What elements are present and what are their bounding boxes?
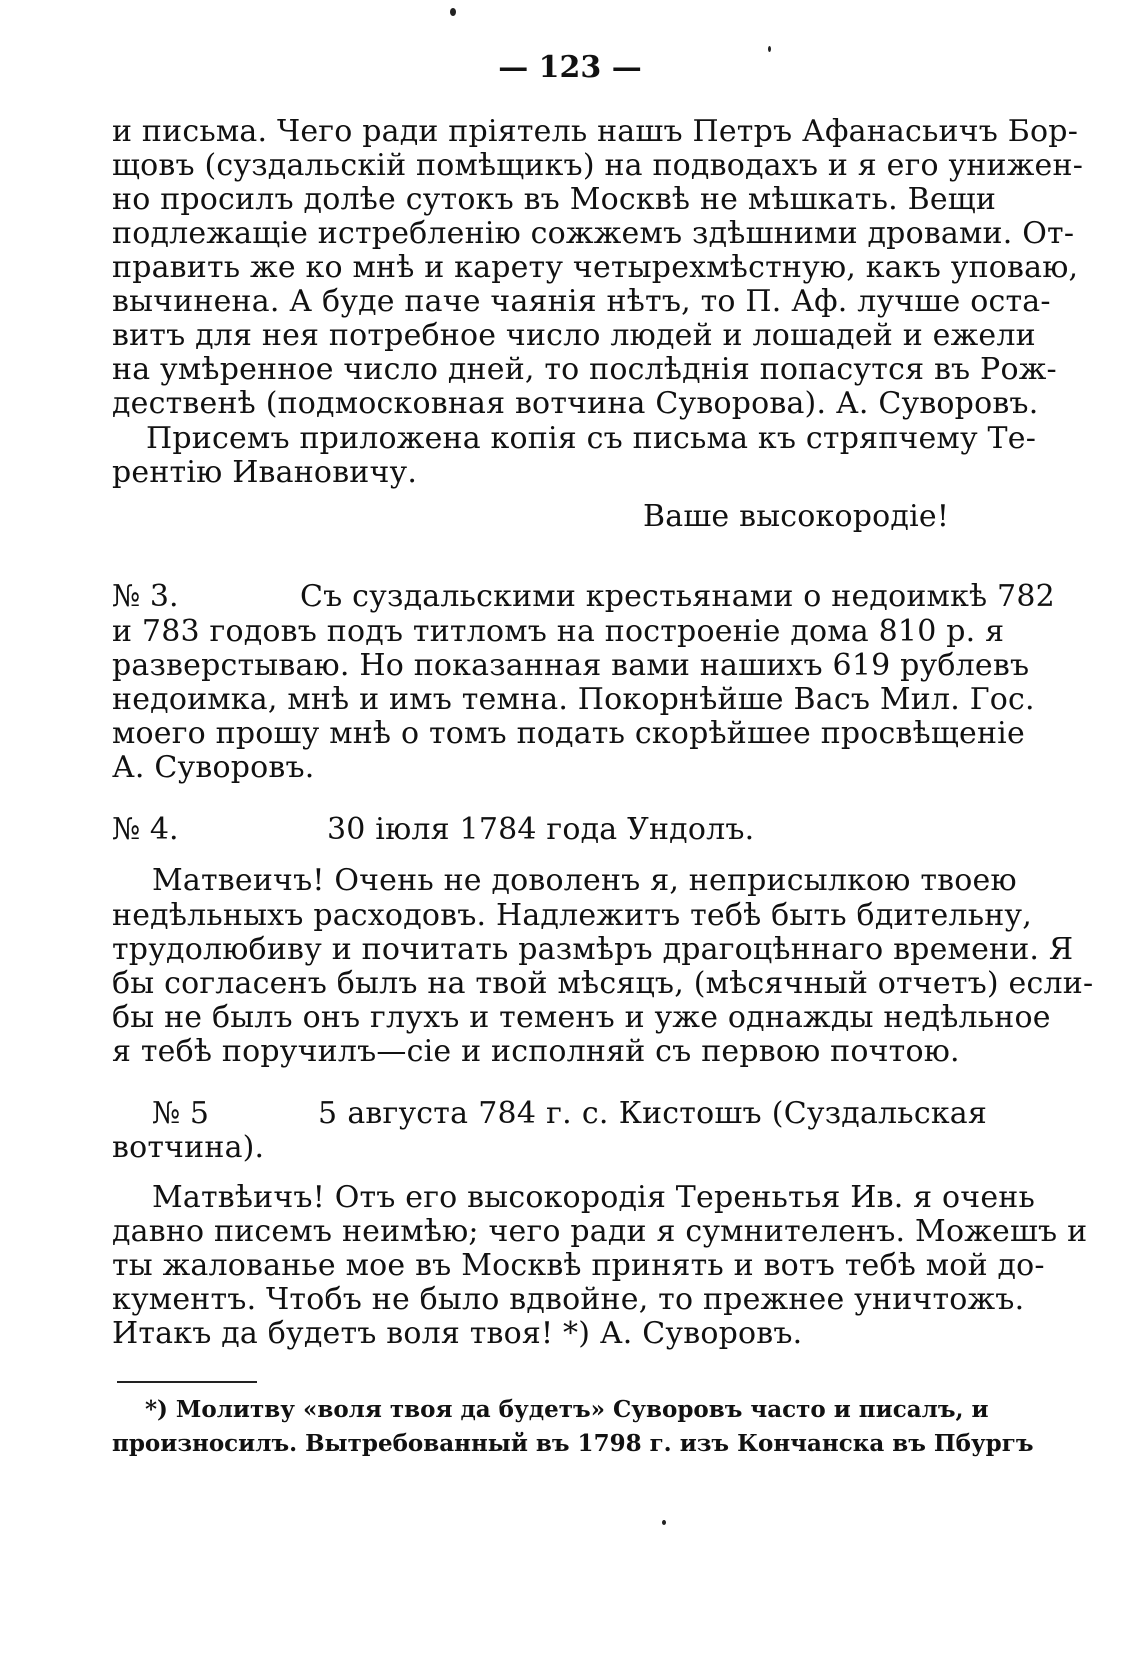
text-line: разверстываю. Но показанная вами нашихъ 619 рублевъ xyxy=(112,648,1030,683)
salutation: Ваше высокородіе! xyxy=(643,499,950,534)
text-line: А. Суворовъ. xyxy=(112,750,315,785)
text-line: рентію Ивановичу. xyxy=(112,455,418,490)
text-line: недѣльныхъ расходовъ. Надлежитъ тебѣ быть бдительну, xyxy=(112,898,1033,933)
letter-heading: 5 августа 784 г. с. Кистошъ (Суздальская xyxy=(318,1096,987,1131)
text-line: и 783 годовъ подъ титломъ на построеніе дома 810 р. я xyxy=(112,614,1005,649)
page-number: — 123 — xyxy=(498,50,642,85)
text-line: я тебѣ поручилъ—сіе и исполняй съ первою почтою. xyxy=(112,1034,960,1069)
text-line: Съ суздальскими крестьянами о недоимкѣ 782 xyxy=(300,579,1055,614)
letter-heading: вотчина). xyxy=(112,1130,265,1165)
text-line: недоимка, мнѣ и имъ темна. Покорнѣйше Васъ Мил. Гос. xyxy=(112,682,1035,717)
text-line: дественѣ (подмосковная вотчина Суворова). А. Суворовъ. xyxy=(112,386,1039,421)
text-line: кументъ. Чтобъ не было вдвойне, то прежнее уничтожъ. xyxy=(112,1282,1025,1317)
text-line: бы согласенъ былъ на твой мѣсяцъ, (мѣсячный отчетъ) если- xyxy=(112,966,1094,1001)
text-line: витъ для нея потребное число людей и лошадей и ежели xyxy=(112,318,1036,353)
text-line: Итакъ да будетъ воля твоя! *) А. Суворовъ. xyxy=(112,1316,803,1351)
text-line: давно писемъ неимѣю; чего ради я сумнителенъ. Можешъ и xyxy=(112,1214,1088,1249)
text-line: но просилъ долѣе сутокъ въ Москвѣ не мѣшкать. Вещи xyxy=(112,182,997,217)
text-line: Матвеичъ! Очень не доволенъ я, неприсылкою твоею xyxy=(152,863,1017,898)
footnote-line: *) Молитву «воля твоя да будетъ» Суворовъ часто и писалъ, и xyxy=(145,1396,989,1423)
scan-speck xyxy=(662,1520,666,1525)
scan-speck xyxy=(450,8,456,16)
letter-number: № 5 xyxy=(152,1096,210,1131)
text-line: моего прошу мнѣ о томъ подать скорѣйшее просвѣщеніе xyxy=(112,716,1025,751)
letter-heading: 30 іюля 1784 года Ундолъ. xyxy=(327,812,755,847)
text-line: бы не былъ онъ глухъ и теменъ и уже однажды недѣльное xyxy=(112,1000,1051,1035)
text-line: вычинена. А буде паче чаянія нѣтъ, то П. Аф. лучше оста- xyxy=(112,284,1051,319)
text-line: трудолюбиву и почитать размѣръ драгоцѣннаго времени. Я xyxy=(112,932,1074,967)
scan-speck xyxy=(768,46,771,52)
text-line: подлежащіе истребленію сожжемъ здѣшними дровами. От- xyxy=(112,216,1075,251)
footnote-line: произносилъ. Вытребованный въ 1798 г. изъ Кончанска въ Пбургъ xyxy=(112,1430,1034,1457)
text-line: Матвѣичъ! Отъ его высокородія Тереньтья Ив. я очень xyxy=(152,1180,1036,1215)
text-line: ты жалованье мое въ Москвѣ принять и вотъ тебѣ мой до- xyxy=(112,1248,1045,1283)
footnote-divider xyxy=(117,1381,257,1383)
text-line: править же ко мнѣ и карету четырехмѣстную, какъ уповаю, xyxy=(112,250,1079,285)
letter-number: № 3. xyxy=(112,579,179,614)
text-line: и письма. Чего ради пріятель нашъ Петръ Афанасьичъ Бор- xyxy=(112,114,1079,149)
text-line: на умѣренное число дней, то послѣднія попасутся въ Рож- xyxy=(112,352,1057,387)
text-line: щовъ (суздальскій помѣщикъ) на подводахъ и я его унижен- xyxy=(112,148,1084,183)
text-line: Присемъ приложена копія съ письма къ стряпчему Те- xyxy=(146,421,1037,456)
letter-number: № 4. xyxy=(112,812,179,847)
